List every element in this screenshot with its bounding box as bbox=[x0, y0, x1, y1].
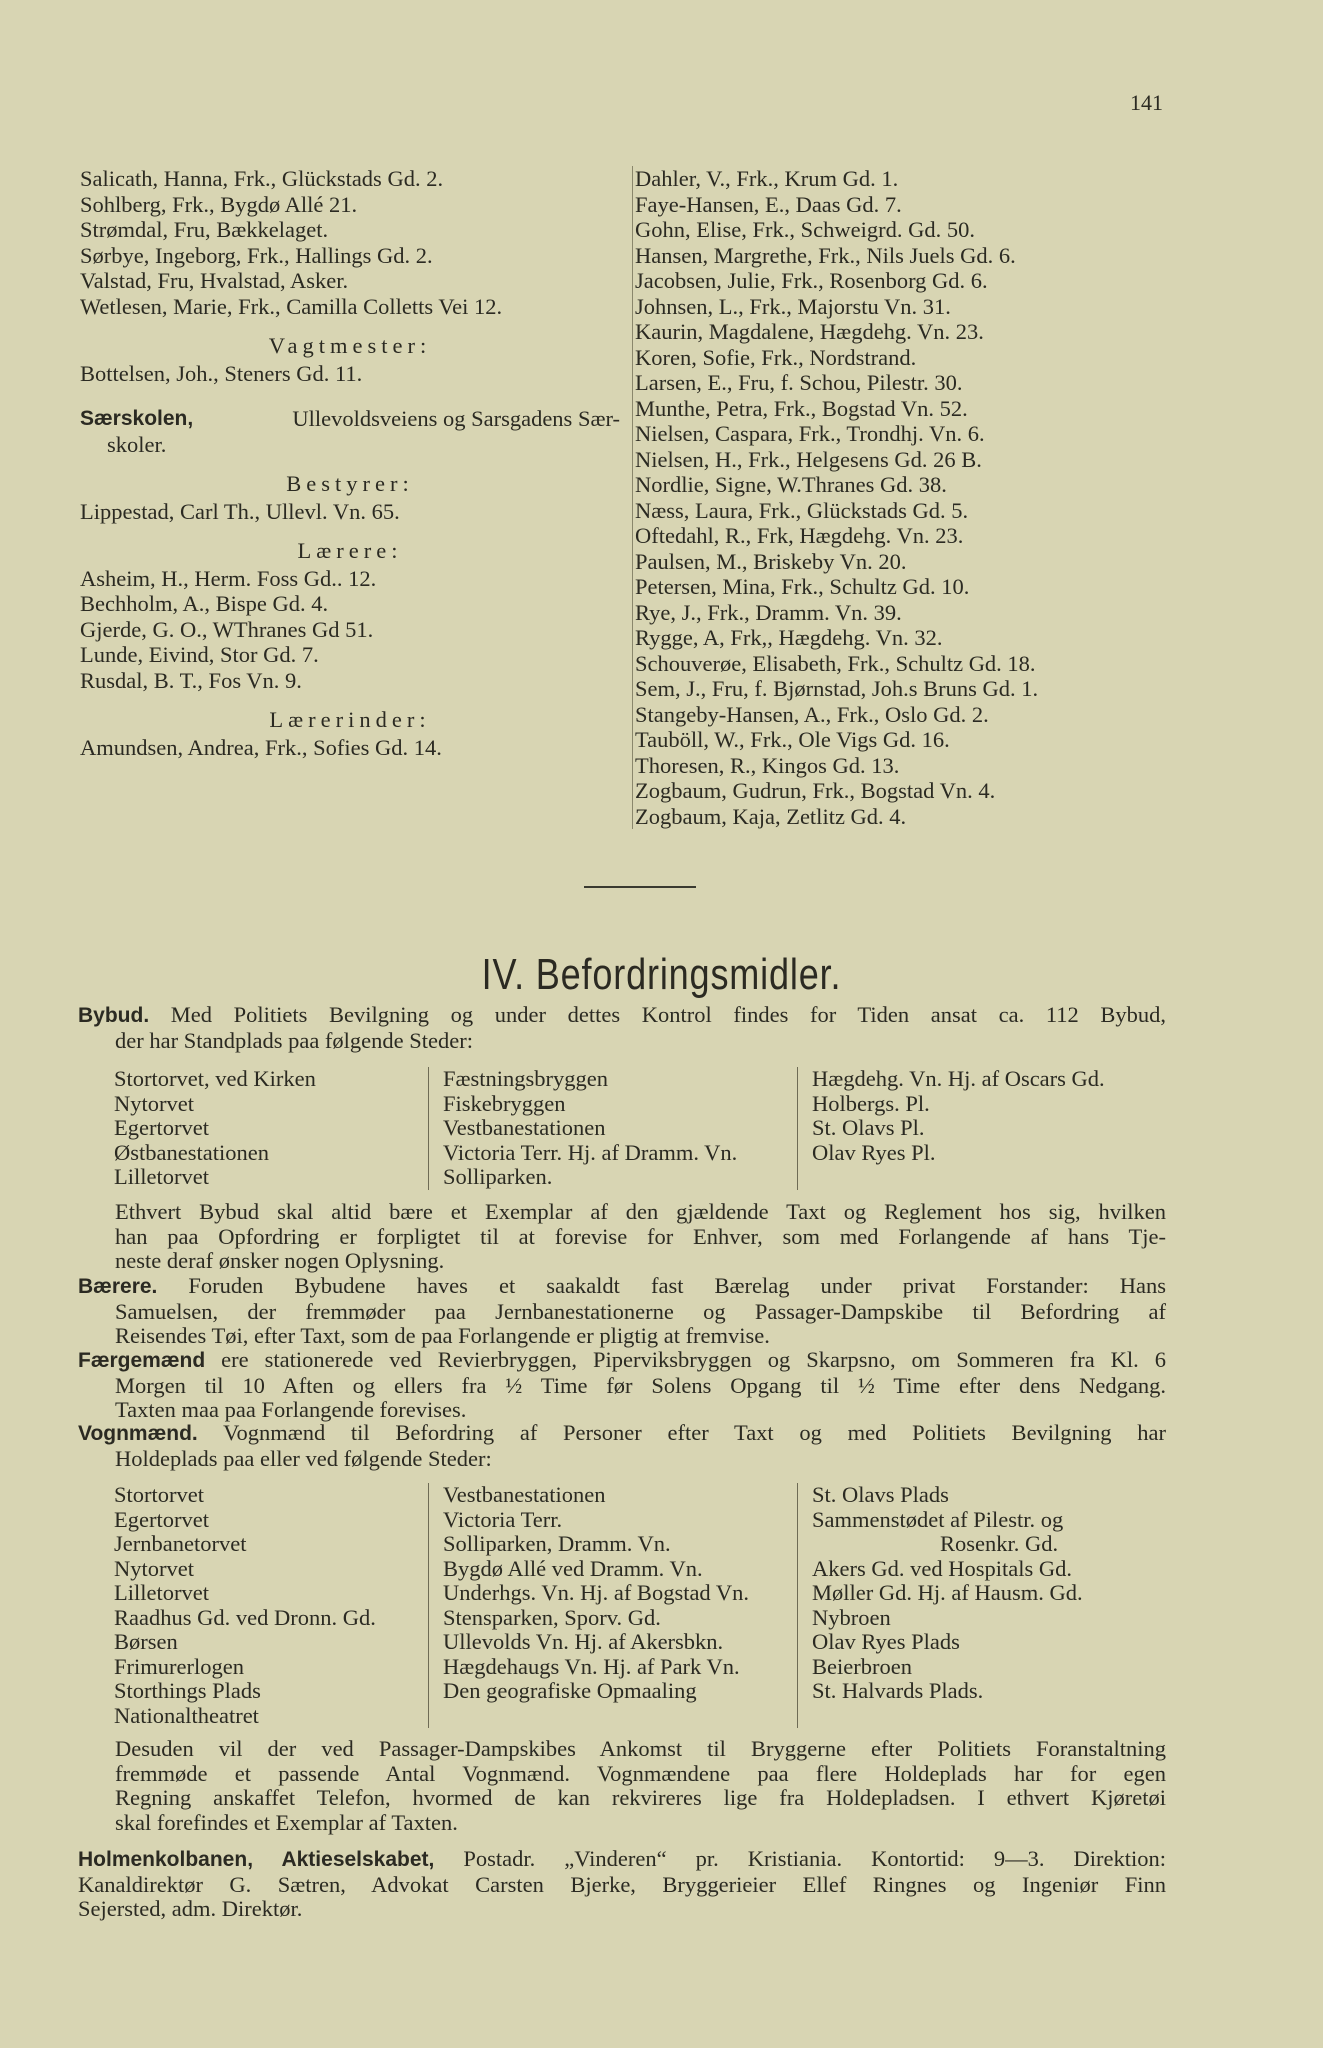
list-item: Nielsen, H., Frk., Helgesens Gd. 26 B. bbox=[635, 446, 982, 472]
faergemaend-head: Færgemænd bbox=[78, 1349, 206, 1372]
laerere-heading: Lærere: bbox=[297, 538, 403, 563]
vognmaend-note-line: Regning anskaffet Telefon, hvormed de kan rekvireres lige fra Holdepladsen. I ethvert Kjøretøi bbox=[115, 1785, 1166, 1810]
list-item: Paulsen, M., Briskeby Vn. 20. bbox=[635, 548, 907, 574]
list-item: St. Olavs Pl. bbox=[812, 1115, 925, 1140]
list-item: Rygge, A, Frk,, Hægdehg. Vn. 32. bbox=[635, 625, 943, 650]
list-item: Strømdal, Fru, Bækkelaget. bbox=[80, 217, 329, 242]
vagtmester-heading: Vagtmester: bbox=[268, 333, 432, 358]
list-item: Tauböll, W., Frk., Ole Vigs Gd. 16. bbox=[635, 727, 950, 752]
list-item: Koren, Sofie, Frk., Nordstrand. bbox=[635, 344, 917, 370]
vognmaend-note-line: fremmøde et passende Antal Vognmænd. Vognmændene paa flere Holdeplads har for egen bbox=[115, 1760, 1166, 1786]
list-item: Hægdehaugs Vn. Hj. af Park Vn. bbox=[443, 1653, 740, 1679]
vognmaend-note-line: skal forefindes et Exemplar af Taxten. bbox=[115, 1809, 458, 1835]
vognmaend-col-2 bbox=[428, 1483, 797, 1728]
list-item: Larsen, E., Fru, f. Schou, Pilestr. 30. bbox=[635, 370, 963, 395]
laererinder-heading: Lærerinder: bbox=[269, 707, 431, 732]
list-item: Amundsen, Andrea, Frk., Sofies Gd. 14. bbox=[80, 734, 442, 760]
bestyrer-heading: Bestyrer: bbox=[286, 471, 414, 496]
list-item: Zogbaum, Gudrun, Frk., Bogstad Vn. 4. bbox=[635, 778, 996, 803]
list-item: Lilletorvet bbox=[114, 1164, 209, 1189]
list-item: Egertorvet bbox=[114, 1506, 209, 1532]
list-item: St. Halvards Plads. bbox=[812, 1678, 984, 1703]
list-item: Schouverøe, Elisabeth, Frk., Schultz Gd. 18. bbox=[635, 650, 1036, 676]
list-item: Fæstningsbryggen bbox=[443, 1066, 609, 1091]
bybud-text: Med Politiets Bevilgning og under dettes Kontrol findes for Tiden ansat ca. 112 Bybud, bbox=[170, 1002, 1166, 1027]
list-item: Thoresen, R., Kingos Gd. 13. bbox=[635, 752, 900, 778]
list-item: Oftedahl, R., Frk, Hægdehg. Vn. 23. bbox=[635, 523, 964, 548]
list-item: Rosenkr. Gd. bbox=[940, 1531, 1059, 1556]
list-item: Munthe, Petra, Frk., Bogstad Vn. 52. bbox=[635, 395, 968, 421]
faergemaend-paragraph bbox=[78, 1348, 1166, 1423]
bybud-note-line: Ethvert Bybud skal altid bære et Exemplar af den gjældende Taxt og Reglement hos sig, hvilken bbox=[115, 1199, 1166, 1224]
list-item: Rye, J., Frk., Dramm. Vn. 39. bbox=[635, 599, 902, 625]
list-item: Petersen, Mina, Frk., Schultz Gd. 10. bbox=[635, 574, 970, 599]
bybud-col-3 bbox=[797, 1067, 1166, 1190]
list-item: Jernbanetorvet bbox=[114, 1531, 247, 1556]
list-item: Sem, J., Fru, f. Bjørnstad, Joh.s Bruns Gd. 1. bbox=[635, 676, 1039, 701]
list-item: Rusdal, B. T., Fos Vn. 9. bbox=[80, 667, 302, 693]
list-item: Victoria Terr. Hj. af Dramm. Vn. bbox=[443, 1139, 738, 1165]
list-item: Møller Gd. Hj. af Hausm. Gd. bbox=[812, 1580, 1083, 1605]
vognmaend-places bbox=[114, 1483, 1166, 1728]
vognmaend-head: Vognmænd. bbox=[78, 1422, 198, 1445]
list-item: Gjerde, G. O., WThranes Gd 51. bbox=[80, 616, 374, 642]
vognmaend-text: Vognmænd til Befordring af Personer efter Taxt og med Politiets Bevilgning har bbox=[223, 1420, 1167, 1445]
list-item: Stangeby-Hansen, A., Frk., Oslo Gd. 2. bbox=[635, 701, 989, 727]
list-item: Børsen bbox=[114, 1629, 178, 1654]
bybud-note-line: neste deraf ønsker nogen Oplysning. bbox=[115, 1248, 445, 1273]
vognmaend-paragraph bbox=[78, 1421, 1166, 1471]
list-item: Underhgs. Vn. Hj. af Bogstad Vn. bbox=[443, 1580, 750, 1605]
list-item: Kaurin, Magdalene, Hægdehg. Vn. 23. bbox=[635, 319, 984, 344]
list-item: Hægdehg. Vn. Hj. af Oscars Gd. bbox=[812, 1066, 1105, 1091]
list-item: Nielsen, Caspara, Frk., Trondhj. Vn. 6. bbox=[635, 421, 985, 446]
list-item: Østbanestationen bbox=[114, 1139, 269, 1165]
bybud-head: Bybud. bbox=[78, 1004, 150, 1027]
list-item: Frimurerlogen bbox=[114, 1653, 244, 1679]
list-item: Bygdø Allé ved Dramm. Vn. bbox=[443, 1555, 703, 1581]
list-item: Valstad, Fru, Hvalstad, Asker. bbox=[80, 268, 349, 293]
saerskolen-name: Særskolen, bbox=[80, 407, 194, 430]
list-item: Vestbanestationen bbox=[443, 1115, 606, 1140]
list-item: Næss, Laura, Frk., Glückstads Gd. 5. bbox=[635, 497, 969, 523]
list-item: Johnsen, L., Frk., Majorstu Vn. 31. bbox=[635, 293, 951, 319]
list-item: Sohlberg, Frk., Bygdø Allé 21. bbox=[80, 191, 358, 217]
holmenkolbanen-text-cont: Sejersted, adm. Direktør. bbox=[78, 1896, 303, 1921]
list-item: Olav Ryes Plads bbox=[812, 1629, 960, 1654]
baerere-text-cont: Samuelsen, der fremmøder paa Jernbanestationerne og Passager-Dampskibe til Befordring af bbox=[115, 1298, 1166, 1324]
list-item: Lunde, Eivind, Stor Gd. 7. bbox=[80, 642, 319, 667]
list-item: Hansen, Margrethe, Frk., Nils Juels Gd. 6. bbox=[635, 242, 1016, 268]
bybud-col-1 bbox=[114, 1067, 428, 1190]
list-item: Stortorvet bbox=[114, 1482, 204, 1507]
list-item: Akers Gd. ved Hospitals Gd. bbox=[812, 1555, 1072, 1581]
list-item: Solliparken, Dramm. Vn. bbox=[443, 1531, 671, 1556]
vognmaend-col-1 bbox=[114, 1483, 428, 1728]
list-item: Beierbroen bbox=[812, 1653, 912, 1679]
list-item: Olav Ryes Pl. bbox=[812, 1139, 936, 1165]
section-divider bbox=[584, 886, 696, 888]
vognmaend-note bbox=[78, 1737, 1166, 1835]
left-column bbox=[80, 166, 620, 760]
list-item: Dahler, V., Frk., Krum Gd. 1. bbox=[635, 166, 899, 191]
list-item: Vestbanestationen bbox=[443, 1482, 606, 1507]
vognmaend-text-cont: Holdeplads paa eller ved følgende Steder: bbox=[115, 1445, 492, 1471]
list-item: Nytorvet bbox=[114, 1555, 194, 1581]
list-item: Stensparken, Sporv. Gd. bbox=[443, 1604, 661, 1630]
chapter-title: IV. Befordringsmidler. bbox=[481, 950, 842, 999]
list-item: Bechholm, A., Bispe Gd. 4. bbox=[80, 591, 329, 616]
list-item: Bottelsen, Joh., Steners Gd. 11. bbox=[80, 360, 363, 386]
list-item: Ullevolds Vn. Hj. af Akersbkn. bbox=[443, 1629, 724, 1654]
baerere-paragraph bbox=[78, 1274, 1166, 1349]
right-column bbox=[632, 166, 1195, 829]
list-item: Lippestad, Carl Th., Ullevl. Vn. 65. bbox=[80, 498, 400, 524]
list-item: Wetlesen, Marie, Frk., Camilla Colletts Vei 12. bbox=[80, 293, 503, 319]
holmenkolbanen-text: Postadr. „Vinderen“ pr. Kristiania. Kontortid: 9—3. Direktion: bbox=[463, 1846, 1167, 1871]
list-item: Lilletorvet bbox=[114, 1580, 209, 1605]
bybud-note bbox=[78, 1200, 1166, 1274]
list-item: Holbergs. Pl. bbox=[812, 1090, 930, 1116]
list-item: Sammenstødet af Pilestr. og bbox=[812, 1506, 1064, 1532]
list-item: Nationaltheatret bbox=[114, 1702, 259, 1728]
baerere-text: Foruden Bybudene haves et saakaldt fast Bærelag under privat Forstander: Hans bbox=[188, 1273, 1167, 1298]
faergemaend-text-cont: Taxten maa paa Forlangende forevises. bbox=[115, 1397, 467, 1422]
list-item: Nybroen bbox=[812, 1604, 891, 1630]
list-item: Nytorvet bbox=[114, 1090, 194, 1116]
list-item: Raadhus Gd. ved Dronn. Gd. bbox=[114, 1604, 376, 1630]
saerskolen-text-cont: skoler. bbox=[107, 431, 167, 457]
list-item: Sørbye, Ingeborg, Frk., Hallings Gd. 2. bbox=[80, 242, 433, 268]
list-item: Den geografiske Opmaaling bbox=[443, 1678, 697, 1703]
saerskolen-section bbox=[80, 406, 620, 457]
bybud-paragraph bbox=[78, 1003, 1166, 1053]
bybud-note-line: han paa Opfordring er forpligtet til at forevise for Enhver, som med Forlangende af hans Tje- bbox=[115, 1223, 1166, 1249]
list-item: Faye-Hansen, E., Daas Gd. 7. bbox=[635, 191, 902, 217]
list-item: Gohn, Elise, Frk., Schweigrd. Gd. 50. bbox=[635, 217, 975, 242]
list-item: Solliparken. bbox=[443, 1164, 553, 1189]
holmenkolbanen-head: Holmenkolbanen, Aktieselskabet, bbox=[78, 1848, 435, 1871]
list-item: Asheim, H., Herm. Foss Gd.. 12. bbox=[80, 565, 377, 591]
holmenkolbanen-paragraph bbox=[78, 1847, 1166, 1922]
vognmaend-note-line: Desuden vil der ved Passager-Dampskibes Ankomst til Bryggerne efter Politiets Foranstaltning bbox=[115, 1736, 1166, 1761]
baerere-text-cont: Reisendes Tøi, efter Taxt, som de paa Forlangende er pligtig at fremvise. bbox=[115, 1323, 770, 1348]
list-item: Egertorvet bbox=[114, 1115, 209, 1140]
list-item: Victoria Terr. bbox=[443, 1506, 563, 1532]
list-item: Stortorvet, ved Kirken bbox=[114, 1066, 316, 1091]
list-item: Jacobsen, Julie, Frk., Rosenborg Gd. 6. bbox=[635, 268, 988, 293]
list-item: St. Olavs Plads bbox=[812, 1482, 949, 1507]
holmenkolbanen-text-cont: Kanaldirektør G. Sætren, Advokat Carsten Bjerke, Bryggerieier Ellef Ringnes og Ingeniør Finn bbox=[78, 1871, 1166, 1897]
bybud-col-2 bbox=[428, 1067, 797, 1190]
vognmaend-col-3 bbox=[797, 1483, 1166, 1728]
saerskolen-text: Ullevoldsveiens og Sarsgadens Sær- bbox=[292, 406, 620, 431]
list-item: Nordlie, Signe, W.Thranes Gd. 38. bbox=[635, 472, 947, 497]
list-item: Zogbaum, Kaja, Zetlitz Gd. 4. bbox=[635, 803, 907, 829]
list-item: Salicath, Hanna, Frk., Glückstads Gd. 2. bbox=[80, 166, 444, 191]
baerere-head: Bærere. bbox=[78, 1275, 158, 1298]
bybud-text-cont: der har Standplads paa følgende Steder: bbox=[115, 1027, 474, 1053]
list-item: Storthings Plads bbox=[114, 1678, 261, 1703]
bybud-places bbox=[114, 1067, 1166, 1190]
page-number: 141 bbox=[1130, 90, 1163, 115]
faergemaend-text-cont: Morgen til 10 Aften og ellers fra ½ Time før Solens Opgang til ½ Time efter dens Nedgang. bbox=[115, 1372, 1166, 1398]
faergemaend-text: ere stationerede ved Revierbryggen, Piperviksbryggen og Skarpsno, om Sommeren fra Kl. 6 bbox=[221, 1347, 1167, 1372]
list-item: Fiskebryggen bbox=[443, 1090, 566, 1116]
